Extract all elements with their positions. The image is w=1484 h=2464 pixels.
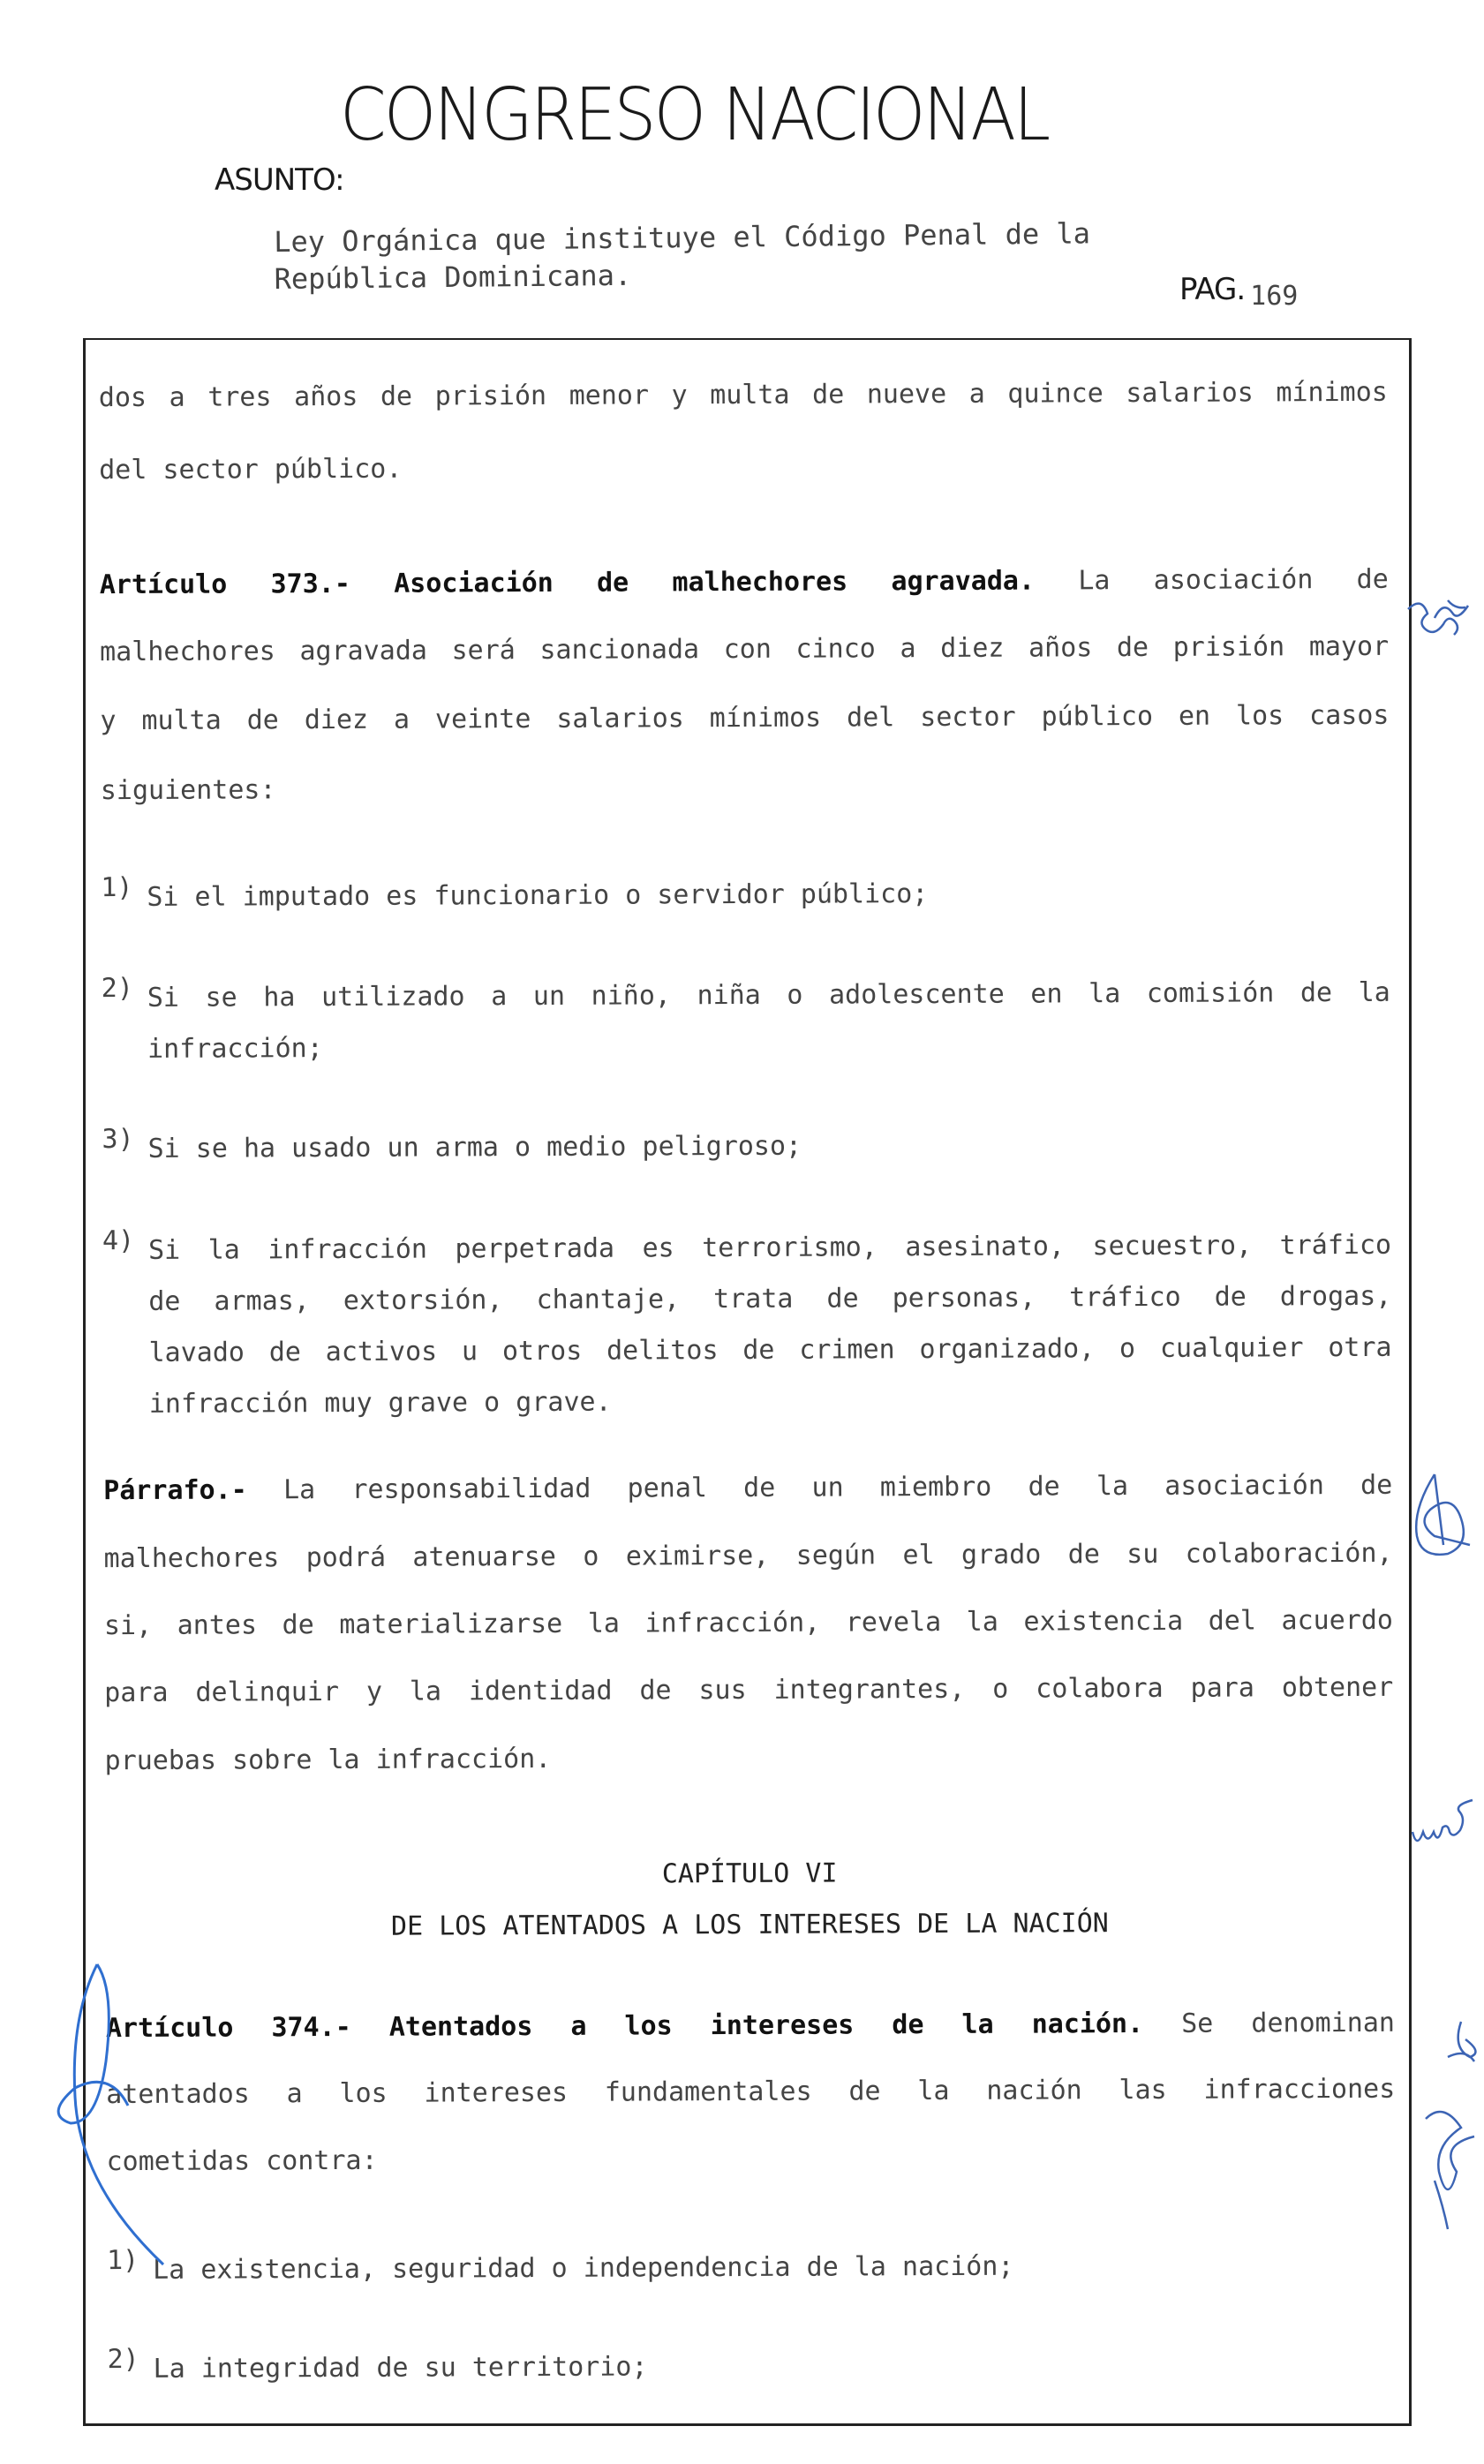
handwritten-initials-1 xyxy=(1399,592,1479,653)
article-374-line: atentados a los intereses fundamentales de la nación las infracciones xyxy=(106,2073,1396,2111)
list-text: Si la infracción perpetrada es terrorismo, asesinato, secuestro, tráfico xyxy=(147,1229,1392,1266)
list-item xyxy=(102,968,1390,1075)
list-text: Si se ha utilizado a un niño, niña o adolescente en la comisión de la xyxy=(147,976,1390,1013)
page-number: 169 xyxy=(1250,281,1299,312)
list-item xyxy=(102,1119,1390,1175)
list-number: 1) xyxy=(106,2244,139,2277)
article-373-line: siguientes: xyxy=(100,774,276,807)
handwritten-initials-2 xyxy=(1408,1466,1479,1571)
list-text: Si se ha usado un arma o medio peligroso; xyxy=(147,1130,802,1164)
subject-line: Ley Orgánica que instituye el Código Penal de la xyxy=(274,216,1091,259)
handwritten-signature-right xyxy=(1408,2004,1484,2234)
paragraph-label: Párrafo.- xyxy=(103,1474,247,1507)
list-item xyxy=(107,2339,1396,2395)
intro-line: dos a tres años de prisión menor y multa de nueve a quince salarios mínimos xyxy=(98,376,1388,414)
article-374-line xyxy=(106,2008,1395,2044)
handwritten-initials-3 xyxy=(1408,1797,1479,1867)
asunto-label: ASUNTO: xyxy=(215,162,344,198)
article-373-line: malhechores agravada será sancionada con cinco a diez años de prisión mayor xyxy=(100,630,1390,668)
paragraph-line: pruebas sobre la infracción. xyxy=(104,1743,552,1777)
chapter-title: CAPÍTULO VI xyxy=(661,1857,838,1890)
list-text: Si el imputado es funcionario o servidor público; xyxy=(147,878,929,913)
list-number: 4) xyxy=(102,1225,135,1257)
chapter-subtitle: DE LOS ATENTADOS A LOS INTERESES DE LA NACIÓN xyxy=(390,1908,1109,1942)
article-373-heading: Artículo 373.- Asociación de malhechores agravada. xyxy=(99,565,1036,601)
list-text: lavado de activos u otros delitos de crimen organizado, o cualquier otra xyxy=(148,1331,1392,1368)
list-number: 2) xyxy=(101,973,133,1005)
article-374-heading: Artículo 374.- Atentados a los intereses de la nación. xyxy=(105,2008,1144,2045)
article-374-line: cometidas contra: xyxy=(106,2144,378,2178)
list-text: La existencia, seguridad o independencia de la nación; xyxy=(153,2250,1014,2286)
list-item xyxy=(102,1220,1392,1430)
list-number: 1) xyxy=(101,872,133,904)
paragraph-text: La responsabilidad penal de un miembro de la asociación de xyxy=(282,1469,1393,1506)
paragraph-line: malhechores podrá atenuarse o eximirse, según el grado de su colaboración, xyxy=(103,1537,1393,1575)
intro-line: del sector público. xyxy=(99,453,403,486)
list-number: 2) xyxy=(107,2343,139,2376)
article-373-line: y multa de diez a veinte salarios mínimos del sector público en los casos xyxy=(100,699,1390,737)
paragraph-line: para delinquir y la identidad de sus integrantes, o colabora para obtener xyxy=(104,1671,1394,1709)
list-number: 3) xyxy=(102,1124,134,1156)
list-item xyxy=(101,867,1390,923)
list-text: de armas, extorsión, chantaje, trata de personas, tráfico de drogas, xyxy=(148,1280,1392,1317)
list-text: infracción; xyxy=(147,1033,323,1065)
article-text: La asociación de xyxy=(1078,563,1389,597)
list-item xyxy=(107,2240,1396,2296)
article-373-line xyxy=(100,564,1389,600)
list-text: La integridad de su territorio; xyxy=(153,2351,648,2385)
header-title: CONGRESO NACIONAL xyxy=(340,73,1049,157)
paragraph-line: si, antes de materializarse la infracción, revela la existencia del acuerdo xyxy=(103,1604,1393,1642)
subject-line: República Dominicana. xyxy=(274,258,632,296)
page-label: PAG. xyxy=(1179,272,1246,307)
list-text: infracción muy grave o grave. xyxy=(148,1386,612,1420)
paragraph-line xyxy=(103,1470,1392,1506)
article-text: Se denominan xyxy=(1181,2007,1395,2039)
handwritten-signature-left xyxy=(35,1947,212,2264)
